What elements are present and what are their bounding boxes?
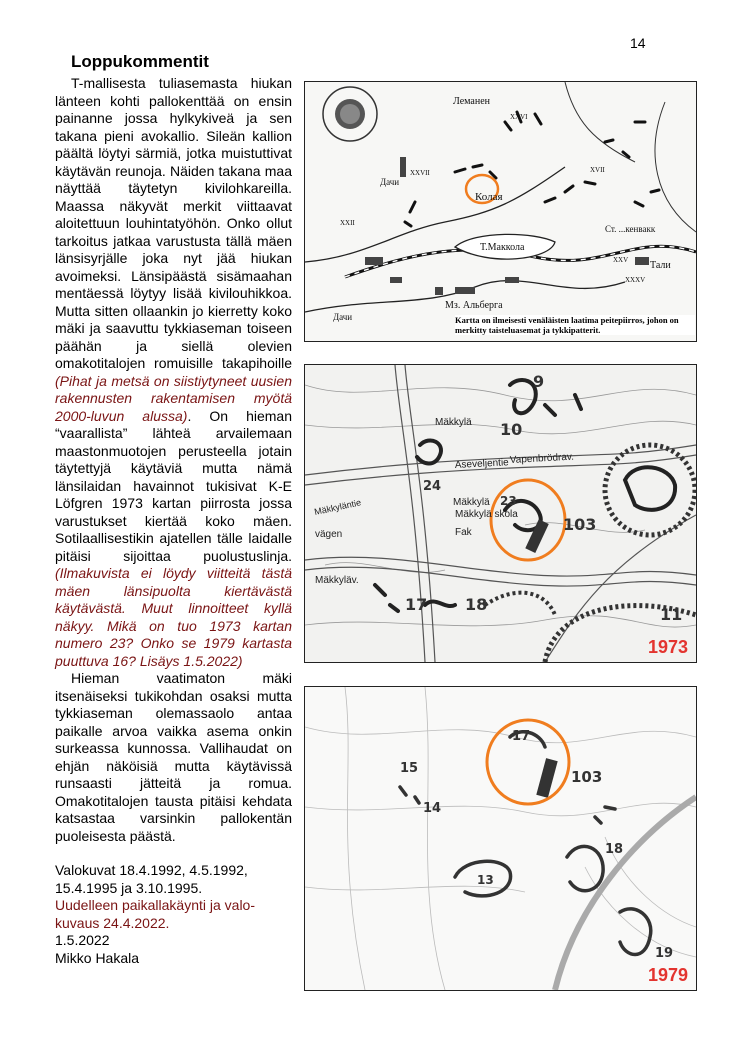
label-roman-xxvii: XXVII: [410, 169, 430, 177]
map-russian-drawing: [305, 82, 696, 341]
map-1973: [304, 364, 697, 663]
label-roman-xxvi: XXVI: [510, 113, 528, 121]
label-13: 13: [477, 873, 494, 887]
map1-caption-line-2: merkitty taisteluasemat ja tykkipatterit.: [455, 325, 601, 335]
label-103: 103: [571, 768, 603, 786]
paragraph-1: [55, 75, 292, 670]
label-makkyla-v: Mäkkyläv.: [315, 575, 359, 586]
year-label-1973: 1973: [648, 637, 689, 657]
label-14: 14: [423, 801, 442, 816]
label-roman-xvii: XVII: [590, 166, 605, 174]
date: 1.5.2022: [55, 932, 110, 948]
label-17: 17: [512, 729, 531, 744]
label-103: 103: [563, 515, 597, 534]
label-15: 15: [400, 761, 419, 776]
label-18: 18: [465, 595, 488, 614]
label-dachi-2: Дачи: [333, 312, 353, 322]
paragraph-1-continued: . On hieman “vaarallista” lähteä arvailemaan maastonmuotojen perusteella jotain täytettyjä käytäviä mutta nämä länsilaidan havainnot tukisivat K-E Löfgren 1973 kartan piirrosta jossa varustukset kiertää koko mäen. Sotilaallisestikin ajatellen tälle laidalle pitäisi sijoittaa puolustuslinja.: [55, 407, 293, 564]
map1-caption: [455, 315, 695, 335]
label-station: Ст. ...кенвакк: [605, 224, 656, 234]
label-9: 9: [533, 372, 545, 391]
revisit-line-2: kuvaus 24.4.2022.: [55, 914, 170, 931]
year-label-1979: 1979: [648, 965, 689, 985]
label-asevel: Aseveljentie: [454, 457, 510, 471]
paragraph-1-note: (Pihat ja metsä on siistiytyneet uusien rakennusten rakentamisen myötä 2000-luvun alussa): [55, 372, 292, 424]
label-kolyaya: Колая: [475, 191, 503, 203]
label-lemanen: Леманен: [453, 96, 490, 107]
label-alberga: Мз. Альберга: [445, 300, 503, 311]
label-fak: Fak: [455, 527, 472, 538]
label-vagen: vägen: [315, 529, 343, 540]
label-23: 23: [500, 494, 517, 508]
label-19: 19: [655, 946, 674, 961]
label-24: 24: [423, 479, 442, 494]
label-makkyla-tie: Mäkkyläntie: [313, 497, 362, 517]
label-11: 11: [660, 605, 683, 624]
label-17: 17: [405, 595, 428, 614]
photos-line-1: Valokuvat 18.4.1992, 4.5.1992,: [55, 862, 248, 878]
section-heading: Loppukommentit: [71, 52, 209, 71]
label-makkyla-skola: Mäkkylä skola: [455, 509, 518, 520]
map-1979-drawing: [305, 687, 696, 990]
signature-block: [55, 862, 292, 967]
paragraph-2: Hieman vaatimaton mäki itsenäiseksi tukikohdan osaksi mutta tykkiaseman olemassaolo antaa paikalle arvoa vaikka asema onkin surkeassa kunnossa. Vallihaudat on ehjän näköisiä mutta käytävissä runsaasti jätteitä ja romua. Omakotitalojen tausta pitäisi kehdata katsastaa varsinkin pallokentän puoleisesta päästä.: [55, 670, 292, 844]
map1-caption-line-1: Kartta on ilmeisesti venäläisten laatima peitepiirros, johon on: [455, 315, 679, 325]
label-makkyla-3: Mäkkylä: [435, 417, 472, 428]
label-makkyla: Mäkkylä: [453, 497, 490, 508]
label-18: 18: [605, 842, 624, 857]
map-1979: [304, 686, 697, 991]
label-roman-xxii: XXII: [340, 219, 355, 227]
author: Mikko Hakala: [55, 949, 140, 966]
label-roman-xxv: XXV: [613, 256, 629, 264]
revisit-line-1: Uudelleen paikallakäynti ja valo-: [55, 897, 256, 913]
map-russian: [304, 81, 697, 342]
label-makkola: Т.Маккола: [480, 242, 525, 253]
label-taln: Тали: [650, 260, 671, 271]
page-number: 14: [630, 35, 646, 51]
label-roman-xxxv: XXXV: [625, 276, 646, 284]
body-text: [55, 75, 292, 845]
paragraph-1-text: T-mallisesta tuliasemasta hiukan länteen kohti pallokenttää on ensin painanne jossa hylkykiveä ja sen takana pieni avokallio. Sileän kallion päältä löytyi särmiä, jotka muistuttivat käytävän reunoja. Näiden takana maa näyttää täytetyn kivilohkareilla. Maassa näkyvät merkit viittaavat aloitettuun louhintatyöhön. Onko ollut tarkoitus jatkaa varustusta tällä mäen länsisyrjälle joka nyt jää hiukan avoimeksi. Länsipäästä sisämaahan mentäessä löytyy lisää kivilouhikkoa. Mutta sitten ollaankin jo kierretty koko mäki ja saavuttu tykkiaseman toiseen päähän ja siellä olevien omakotitalojen romuisille takapihoille: [55, 75, 292, 371]
map-1973-drawing: [305, 365, 696, 662]
label-10: 10: [500, 420, 523, 439]
label-vapen: Vapenbrödrav.: [509, 451, 575, 466]
text-column: [55, 52, 292, 967]
photos-line-2: 15.4.1995 ja 3.10.1995.: [55, 879, 203, 896]
label-dachi-1: Дачи: [380, 177, 400, 187]
paragraph-1-note-2: (Ilmakuvista ei löydy viitteitä tästä mäen länsipuolta kiertävästä käytävästä. Muut linnoitteet kyllä näkyy. Mikä on tuo 1973 kartan numero 23? Onko se 1979 kartasta puuttuva 16? Lisäys 1.5.2022): [55, 565, 292, 669]
